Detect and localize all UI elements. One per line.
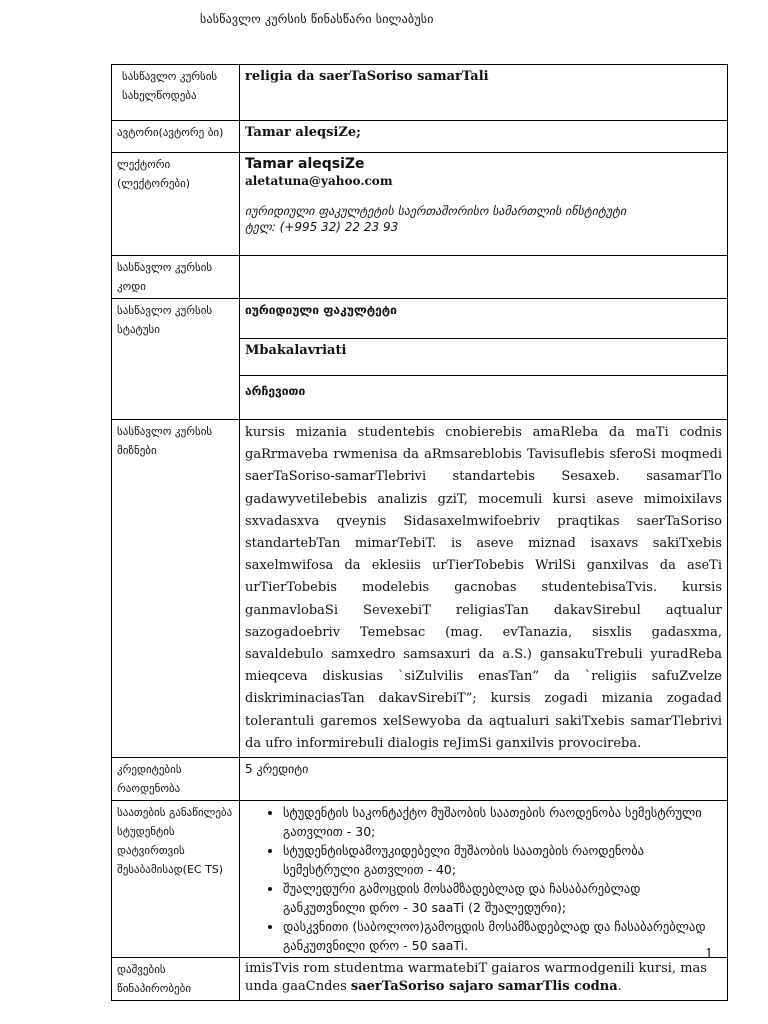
lecturer-value: [240, 153, 728, 256]
page-number: 1: [705, 947, 714, 962]
row-prerequisites: [112, 958, 728, 1001]
course-code-value: [240, 256, 728, 299]
course-code-label: სასწავლო კურსის კოდი: [112, 256, 240, 299]
hours-value: [240, 801, 728, 958]
status-type: არჩევითი: [240, 376, 728, 420]
syllabus-table: [111, 64, 728, 1001]
status-label: სასწავლო კურსის სტატუსი: [112, 299, 240, 420]
hours-item: • სტუდენტისდამოუკიდებელი მუშაობის საათების რაოდენობა სემესტრული გათვლით - 40;: [283, 841, 722, 879]
course-name-label: სასწავლო კურსის სახელწოდება: [112, 65, 240, 121]
row-status: [112, 299, 728, 339]
lecturer-label: ლექტორი (ლექტორები): [112, 153, 240, 256]
row-author: [112, 121, 728, 153]
lecturer-phone: ტელ: (+995 32) 22 23 93: [245, 220, 399, 234]
lecturer-email: aletatuna@yahoo.com: [245, 174, 393, 188]
hours-item: • შუალედური გამოცდის მოსამზადებლად და ჩასაბარებლად განკუთვნილი დრო - 30 saaTi (2 შუალედური);: [283, 879, 722, 917]
prerequisites-value: [240, 958, 728, 1001]
credits-value: 5 კრედიტი: [240, 758, 728, 801]
goals-label: სასწავლო კურსის მიზნები: [112, 420, 240, 758]
credits-label: კრედიტების რაოდენობა: [112, 758, 240, 801]
status-faculty: იურიდიული ფაკულტეტი: [240, 299, 728, 339]
prerequisites-text: imisTvis rom studentma warmatebiT gaiaros warmodgenili kursi, mas unda gaaCndes: [245, 961, 707, 995]
row-course-code: [112, 256, 728, 299]
row-hours: [112, 801, 728, 958]
hours-list: [245, 803, 722, 955]
goals-text: kursis mizania studentebis cnobierebis amaRleba da maTi codnis gaRrmaveba rwmenisa da aRmsareblobis Tavisuflebis sferoSi moqmedi saerTaSoriso-samarTlebrivi standartebis Sesaxeb. sasamarTlo gadawyvetilebebis analizis gziT, mocemuli kursi aseve mimoixilavs sxvadasxva qveynis Sidasaxelmwifoebriv praqtikas saerTaSoriso standartebTan mimarTebiT. is aseve miznad isaxavs sakiTxebis saxelmwifosa da eklesiis urTierTobebis WrilSi ganxilvas da aseTi urTierTobebis modelebis gacnobas studentebisaTvis. kursis ganmavlobaSi SevexebiT religiasTan dakavSirebul aqtualur sazogadoebriv Temebsac (mag. evTanazia, sisxlis gadasxma, savaldebulo samxedro samsaxuri da a.S.) gansakuTrebuli yuradReba mieqceva diskusias `siZulvilis enasTan” da `religiis safuZvelze diskriminaciasTan dakavSirebiT”; kursis zogadi mizania zogadad tolerantuli garemos xelSewyoba da aqtualuri sakiTxebis samarTlebrivi da ufro informirebuli dialogis reJimSi ganxilvis provocireba.: [240, 420, 728, 758]
hours-label: საათების განაწილება სტუდენტის დატვირთვის შესაბამისად(EC TS): [112, 801, 240, 958]
row-course-name: [112, 65, 728, 121]
lecturer-institute: იურიდიული ფაკულტეტის საერთაშორისო სამართლის ინსტიტუტი: [245, 204, 627, 218]
course-name-value: religia da saerTaSoriso samarTali: [240, 65, 728, 121]
prerequisites-bold: saerTaSoriso sajaro samarTlis codna: [350, 979, 618, 995]
hours-item: • სტუდენტის საკონტაქტო მუშაობის საათების რაოდენობა სემესტრული გათვლით - 30;: [283, 803, 722, 841]
author-value: Tamar aleqsiZe;: [240, 121, 728, 153]
row-goals: [112, 420, 728, 758]
lecturer-name: Tamar aleqsiZe: [245, 156, 365, 172]
row-credits: [112, 758, 728, 801]
hours-item: • დასკვნითი (საბოლოო)გამოცდის მოსამზადებლად და ჩასაბარებლად განკუთვნილი დრო - 50 saaTi.: [283, 917, 722, 955]
row-lecturer: [112, 153, 728, 256]
document-header: სასწავლო კურსის წინასწარი სილაბუსი: [200, 12, 434, 26]
author-label: ავტორი(ავტორე ბი): [112, 121, 240, 153]
status-level: Mbakalavriati: [240, 339, 728, 376]
prerequisites-label: დაშვების წინაპირობები: [112, 958, 240, 1001]
prerequisites-end: .: [617, 979, 622, 995]
